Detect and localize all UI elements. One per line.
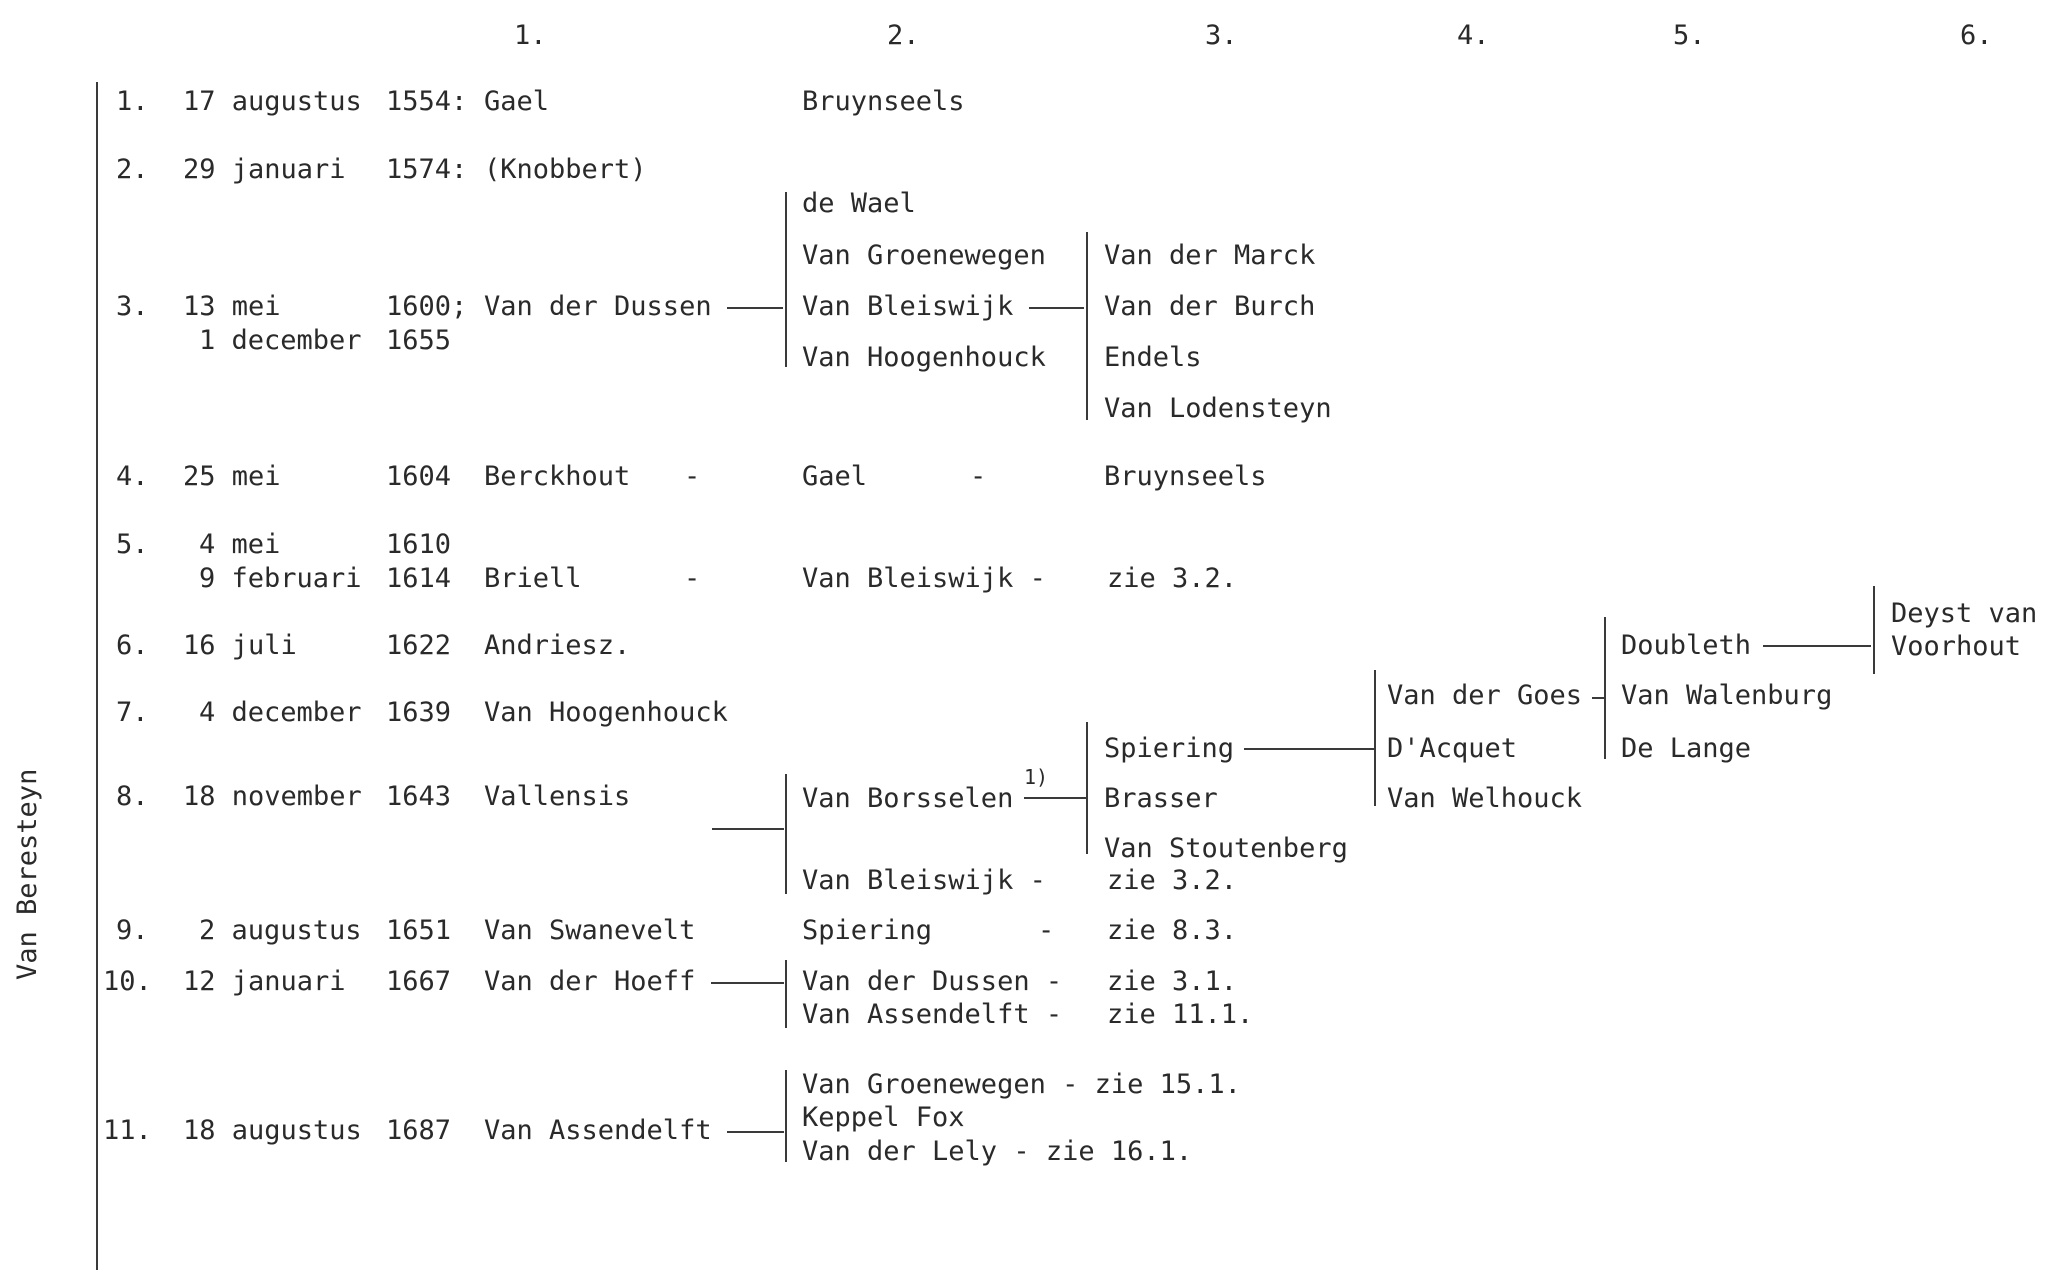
row-number: 11. <box>103 1115 152 1146</box>
row-number: 7. <box>116 697 149 728</box>
row-date: 29 januari <box>183 154 346 185</box>
row-name-col2: Keppel Fox <box>802 1102 965 1133</box>
row-dash: - <box>970 461 987 492</box>
row-year-second: 1655 <box>386 325 452 356</box>
row-name-col4: D'Acquet <box>1387 733 1518 764</box>
side-label: Van Beresteyn <box>12 768 43 980</box>
row-number: 8. <box>116 781 149 812</box>
row-year: 1574: <box>386 154 468 185</box>
row-dash: - <box>1038 915 1055 946</box>
row-date: 18 november <box>183 781 362 812</box>
row-name-col2: Van Bleiswijk - <box>802 865 1046 896</box>
row-date: 12 januari <box>183 966 346 997</box>
row-reference: zie 8.3. <box>1107 915 1238 946</box>
row-date: 17 augustus <box>183 86 362 117</box>
row-dash: - <box>684 461 701 492</box>
column-header-5: 5. <box>1673 20 1706 51</box>
row-reference: zie 3.2. <box>1107 563 1238 594</box>
bracket-line <box>785 774 787 894</box>
row-name-col2: Van Groenewegen - zie 15.1. <box>802 1069 1241 1100</box>
row-name-col1: Briell <box>484 563 582 594</box>
column-header-4: 4. <box>1457 20 1490 51</box>
bracket-line <box>1873 586 1875 674</box>
row-name-col2: Van Hoogenhouck <box>802 342 1046 373</box>
connector-line <box>1029 307 1084 309</box>
row-name-col3: Bruynseels <box>1104 461 1267 492</box>
row-name-col1: Van der Hoeff <box>484 966 696 997</box>
row-year: 1622 <box>386 630 452 661</box>
row-number: 2. <box>116 154 149 185</box>
row-name-col1: Andriesz. <box>484 630 631 661</box>
row-name-col1: Van Swanevelt <box>484 915 696 946</box>
row-reference: zie 11.1. <box>1107 999 1254 1030</box>
connector-line <box>1763 645 1871 647</box>
row-date-second: 9 februari <box>199 563 362 594</box>
row-name-col2: Van Groenewegen <box>802 240 1046 271</box>
row-date: 25 mei <box>183 461 281 492</box>
bracket-line <box>1374 670 1376 806</box>
row-name-col4: Van der Goes <box>1387 680 1583 711</box>
row-number: 10. <box>103 966 152 997</box>
row-name-col1: Van der Dussen <box>484 291 712 322</box>
row-reference: zie 3.2. <box>1107 865 1238 896</box>
row-name-col1: Vallensis <box>484 781 631 812</box>
row-year: 1554: <box>386 86 468 117</box>
column-header-3: 3. <box>1205 20 1238 51</box>
connector-line <box>711 982 784 984</box>
connector-line <box>1592 697 1604 699</box>
row-name-col2: Van Borsselen <box>802 783 1014 814</box>
row-dash: - <box>684 563 701 594</box>
row-number: 3. <box>116 291 149 322</box>
row-name-col3: Van der Burch <box>1104 291 1316 322</box>
row-year: 1600; <box>386 291 468 322</box>
row-year-second: 1614 <box>386 563 452 594</box>
row-name-col1: (Knobbert) <box>484 154 647 185</box>
connector-line <box>712 828 784 830</box>
row-name-col1: Berckhout <box>484 461 631 492</box>
row-reference: zie 3.1. <box>1107 966 1238 997</box>
connector-line <box>727 1131 784 1133</box>
row-name-col5: Doubleth <box>1621 630 1752 661</box>
column-header-2: 2. <box>887 20 920 51</box>
row-name-col3: Spiering <box>1104 733 1235 764</box>
bracket-line <box>785 192 787 367</box>
row-name-col5: De Lange <box>1621 733 1752 764</box>
row-year: 1610 <box>386 529 452 560</box>
row-number: 1. <box>116 86 149 117</box>
row-name-col3: Van Stoutenberg <box>1104 833 1348 864</box>
bracket-line <box>785 1070 787 1162</box>
row-year: 1651 <box>386 915 452 946</box>
row-year: 1604 <box>386 461 452 492</box>
row-name-col2: Spiering <box>802 915 933 946</box>
row-name-col3: Van Lodensteyn <box>1104 393 1332 424</box>
row-name-col2: Bruynseels <box>802 86 965 117</box>
row-name-col3: Endels <box>1104 342 1202 373</box>
row-name-col3: Brasser <box>1104 783 1218 814</box>
row-name-col4: Van Welhouck <box>1387 783 1583 814</box>
row-year: 1667 <box>386 966 452 997</box>
row-name-col2: Van Bleiswijk <box>802 291 1014 322</box>
row-year: 1643 <box>386 781 452 812</box>
row-number: 6. <box>116 630 149 661</box>
row-name-col6: Voorhout <box>1891 631 2022 662</box>
connector-line <box>1244 748 1374 750</box>
bracket-line <box>785 960 787 1028</box>
connector-line <box>1024 797 1086 799</box>
row-number: 9. <box>116 915 149 946</box>
row-name-col1: Gael <box>484 86 550 117</box>
column-header-1: 1. <box>514 20 547 51</box>
bracket-line <box>1086 232 1088 420</box>
main-rule <box>96 82 98 1270</box>
row-name-col1: Van Hoogenhouck <box>484 697 728 728</box>
row-number: 4. <box>116 461 149 492</box>
row-name-col2: de Wael <box>802 188 916 219</box>
column-header-6: 6. <box>1960 20 1993 51</box>
connector-line <box>727 307 783 309</box>
row-date: 4 mei <box>199 529 281 560</box>
row-date: 2 augustus <box>199 915 362 946</box>
row-date: 13 mei <box>183 291 281 322</box>
row-name-col3: Van der Marck <box>1104 240 1316 271</box>
row-year: 1687 <box>386 1115 452 1146</box>
row-name-col2: Van Bleiswijk - <box>802 563 1046 594</box>
row-name-col2: Gael <box>802 461 868 492</box>
row-number: 5. <box>116 529 149 560</box>
row-name-col2: Van der Dussen - <box>802 966 1063 997</box>
row-year: 1639 <box>386 697 452 728</box>
bracket-line <box>1604 617 1606 759</box>
row-date: 4 december <box>199 697 362 728</box>
row-name-col2: Van Assendelft - <box>802 999 1063 1030</box>
row-name-col6: Deyst van <box>1891 598 2038 629</box>
footnote-marker: 1) <box>1024 765 1049 789</box>
row-name-col2: Van der Lely - zie 16.1. <box>802 1136 1193 1167</box>
row-name-col5: Van Walenburg <box>1621 680 1833 711</box>
row-date: 16 juli <box>183 630 297 661</box>
bracket-line <box>1086 722 1088 854</box>
row-date-second: 1 december <box>199 325 362 356</box>
row-date: 18 augustus <box>183 1115 362 1146</box>
row-name-col1: Van Assendelft <box>484 1115 712 1146</box>
